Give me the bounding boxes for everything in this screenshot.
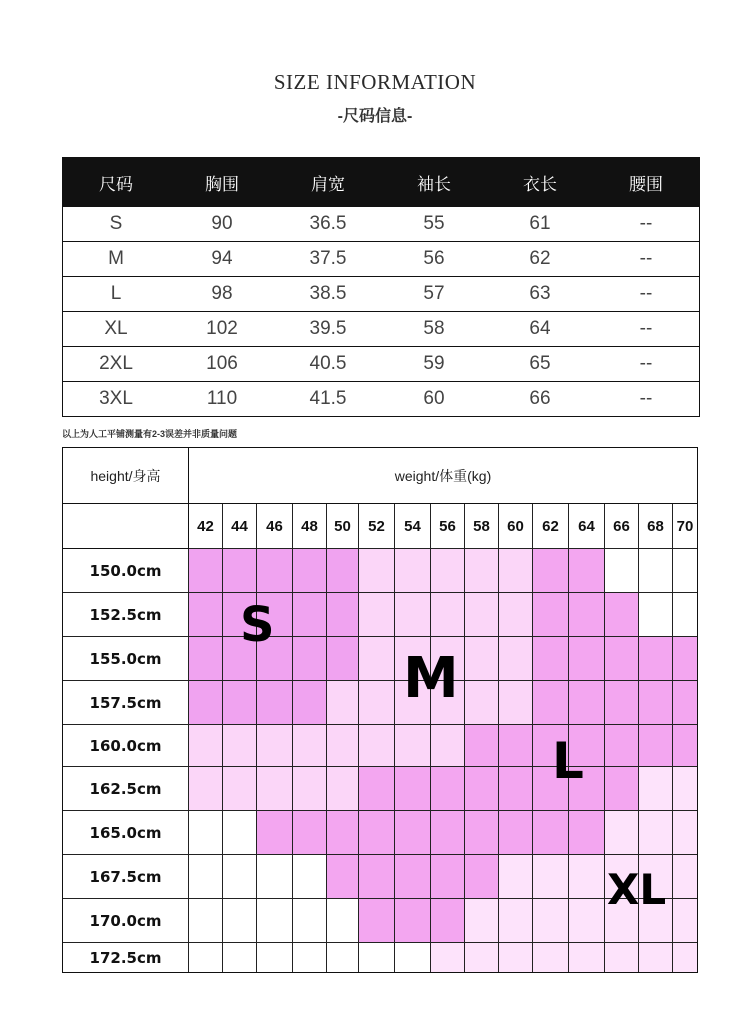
fit-cell (533, 943, 569, 972)
header-blank-cell (63, 504, 189, 549)
fit-cell (359, 811, 395, 855)
table-row (63, 381, 699, 416)
fit-cell (499, 549, 533, 593)
fit-cell (431, 943, 465, 972)
table-cell: -- (639, 283, 653, 304)
fit-cell (569, 637, 605, 681)
size-label-s: S (240, 597, 275, 653)
fit-cell (569, 681, 605, 725)
weight-column-label: 68 (639, 504, 673, 549)
size-table-column-header: 袖长 (417, 174, 451, 194)
fit-cell (639, 637, 673, 681)
fit-cell (359, 943, 395, 972)
fit-cell (569, 593, 605, 637)
fit-cell (499, 899, 533, 943)
table-cell: 63 (529, 283, 551, 304)
table-cell: 36.5 (309, 213, 347, 234)
table-cell: 102 (206, 318, 238, 339)
table-cell: 38.5 (309, 283, 347, 304)
fit-cell (395, 725, 431, 767)
fit-cell (569, 943, 605, 972)
fit-cell (465, 549, 499, 593)
fit-cell (465, 637, 499, 681)
fit-cell (465, 899, 499, 943)
height-row-label: 157.5cm (63, 681, 189, 725)
table-cell: 98 (211, 283, 233, 304)
table-cell: 55 (423, 213, 445, 234)
fit-cell (293, 681, 327, 725)
table-cell: 66 (529, 388, 551, 409)
table-cell: 62 (529, 248, 551, 269)
table-cell: 2XL (99, 353, 133, 374)
page-title: SIZE INFORMATION (273, 70, 477, 94)
fit-cell (223, 811, 257, 855)
fit-cell (189, 811, 223, 855)
fit-cell (569, 549, 605, 593)
weight-column-label: 50 (327, 504, 359, 549)
fit-cell (533, 549, 569, 593)
fit-cell (395, 943, 431, 972)
fit-cell (327, 943, 359, 972)
fit-cell (293, 767, 327, 811)
table-cell: 37.5 (309, 248, 347, 269)
table-cell: 39.5 (309, 318, 347, 339)
table-cell: 110 (206, 388, 238, 409)
fit-cell (395, 899, 431, 943)
weight-column-label: 70 (673, 504, 697, 549)
fit-cell (189, 549, 223, 593)
size-label-xl: XL (607, 865, 667, 914)
size-table-column-header: 衣长 (523, 174, 557, 194)
fit-cell (257, 943, 293, 972)
table-cell: 56 (423, 248, 445, 269)
fit-cell (431, 725, 465, 767)
fit-cell (293, 811, 327, 855)
fit-cell (359, 593, 395, 637)
table-cell: -- (639, 353, 653, 374)
size-table-column-header: 腰围 (629, 174, 663, 194)
fit-cell (639, 681, 673, 725)
fit-cell (673, 811, 697, 855)
fit-cell (499, 681, 533, 725)
fit-cell (189, 593, 223, 637)
weight-column-label: 64 (569, 504, 605, 549)
fit-cell (605, 943, 639, 972)
fit-cell (293, 593, 327, 637)
fit-cell (499, 855, 533, 899)
fit-cell (257, 899, 293, 943)
fit-cell (569, 855, 605, 899)
fit-cell (395, 549, 431, 593)
table-cell: -- (639, 213, 653, 234)
fit-cell (533, 637, 569, 681)
fit-cell (189, 767, 223, 811)
fit-cell (673, 855, 697, 899)
fit-cell (223, 725, 257, 767)
size-label-m: M (403, 646, 459, 711)
fit-cell (395, 811, 431, 855)
fit-cell (673, 725, 697, 767)
weight-column-label: 66 (605, 504, 639, 549)
fit-cell (293, 899, 327, 943)
table-cell: 90 (211, 213, 233, 234)
fit-cell (257, 811, 293, 855)
fit-cell (293, 637, 327, 681)
fit-cell (395, 855, 431, 899)
fit-cell (257, 767, 293, 811)
fit-cell (639, 549, 673, 593)
fit-cell (189, 681, 223, 725)
fit-cell (327, 811, 359, 855)
fit-cell (327, 855, 359, 899)
fit-cell (431, 593, 465, 637)
fit-cell (189, 855, 223, 899)
fit-cell (327, 725, 359, 767)
fit-cell (257, 549, 293, 593)
height-row-label: 162.5cm (63, 767, 189, 811)
weight-column-label: 46 (257, 504, 293, 549)
fit-cell (223, 899, 257, 943)
fit-cell (359, 899, 395, 943)
height-row-label: 167.5cm (63, 855, 189, 899)
fit-cell (327, 637, 359, 681)
fit-cell (189, 725, 223, 767)
fit-cell (499, 637, 533, 681)
table-cell: L (110, 283, 122, 304)
fit-cell (673, 549, 697, 593)
table-cell: -- (639, 388, 653, 409)
table-cell: 64 (529, 318, 551, 339)
fit-cell (189, 943, 223, 972)
weight-column-label: 62 (533, 504, 569, 549)
size-table (62, 157, 700, 417)
fit-cell (431, 855, 465, 899)
size-label-l: L (552, 732, 584, 790)
fit-cell (639, 943, 673, 972)
fit-cell (605, 681, 639, 725)
table-cell: -- (639, 318, 653, 339)
fit-cell (431, 767, 465, 811)
table-cell: 3XL (99, 388, 133, 409)
fit-cell (223, 943, 257, 972)
table-cell: 58 (423, 318, 445, 339)
fit-cell (189, 899, 223, 943)
fit-cell (605, 767, 639, 811)
fit-cell (465, 855, 499, 899)
fit-cell (327, 549, 359, 593)
table-cell: -- (639, 248, 653, 269)
table-cell: 41.5 (309, 388, 347, 409)
fit-cell (465, 943, 499, 972)
fit-cell (533, 593, 569, 637)
fit-cell (605, 549, 639, 593)
fit-cell (257, 681, 293, 725)
fit-cell (359, 767, 395, 811)
height-row-label: 170.0cm (63, 899, 189, 943)
fit-cell (327, 681, 359, 725)
height-row-label: 155.0cm (63, 637, 189, 681)
fit-cell (673, 681, 697, 725)
fit-cell (327, 899, 359, 943)
height-row-label: 165.0cm (63, 811, 189, 855)
fit-cell (431, 899, 465, 943)
weight-header: weight/体重(kg) (189, 448, 697, 504)
table-row (63, 346, 699, 381)
measurement-note: 以上为人工平铺测量有2-3误差并非质量问题 (62, 429, 238, 439)
weight-column-label: 54 (395, 504, 431, 549)
table-cell: 40.5 (309, 353, 347, 374)
fit-cell (327, 767, 359, 811)
table-cell: 59 (423, 353, 445, 374)
fit-cell (257, 855, 293, 899)
size-table-column-header: 胸围 (205, 174, 239, 194)
fit-cell (673, 637, 697, 681)
fit-cell (327, 593, 359, 637)
table-cell: XL (104, 318, 128, 339)
fit-cell (673, 943, 697, 972)
weight-column-label: 56 (431, 504, 465, 549)
fit-cell (499, 811, 533, 855)
table-row (63, 241, 699, 276)
fit-cell (293, 855, 327, 899)
weight-column-label: 42 (189, 504, 223, 549)
height-row-label: 150.0cm (63, 549, 189, 593)
fit-cell (673, 593, 697, 637)
fit-cell (533, 681, 569, 725)
fit-cell (465, 767, 499, 811)
fit-cell (465, 811, 499, 855)
weight-column-label: 60 (499, 504, 533, 549)
fit-cell (533, 855, 569, 899)
page-subtitle: -尺码信息- (337, 108, 413, 125)
size-table-header (63, 158, 699, 206)
weight-column-label: 44 (223, 504, 257, 549)
fit-cell (395, 593, 431, 637)
fit-cell (569, 899, 605, 943)
fit-cell (431, 811, 465, 855)
fit-cell (293, 549, 327, 593)
fit-cell (223, 767, 257, 811)
table-row (63, 276, 699, 311)
fit-cell (499, 725, 533, 767)
fit-cell (673, 767, 697, 811)
table-cell: 65 (529, 353, 551, 374)
fit-cell (465, 725, 499, 767)
fit-cell (465, 681, 499, 725)
table-cell: 94 (211, 248, 233, 269)
fit-cell (223, 681, 257, 725)
table-cell: M (108, 248, 124, 269)
table-cell: 57 (423, 283, 445, 304)
fit-cell (359, 637, 395, 681)
fit-cell (359, 725, 395, 767)
fit-cell (395, 767, 431, 811)
fit-cell (223, 549, 257, 593)
table-row (63, 206, 699, 241)
fit-cell (359, 681, 395, 725)
weight-column-label: 48 (293, 504, 327, 549)
fit-cell (359, 549, 395, 593)
height-row-label: 172.5cm (63, 943, 189, 972)
height-row-label: 152.5cm (63, 593, 189, 637)
fit-cell (499, 767, 533, 811)
fit-cell (639, 811, 673, 855)
fit-cell (533, 811, 569, 855)
fit-cell (189, 637, 223, 681)
fit-cell (293, 725, 327, 767)
fit-cell (465, 593, 499, 637)
size-table-column-header: 肩宽 (311, 174, 345, 194)
fit-cell (431, 549, 465, 593)
size-table-column-header: 尺码 (99, 174, 133, 194)
fit-cell (499, 593, 533, 637)
fit-cell (605, 725, 639, 767)
table-cell: 106 (206, 353, 238, 374)
fit-cell (605, 811, 639, 855)
weight-column-label: 52 (359, 504, 395, 549)
table-row (63, 311, 699, 346)
fit-cell (639, 725, 673, 767)
height-weight-chart (62, 447, 698, 973)
weight-column-label: 58 (465, 504, 499, 549)
fit-cell (533, 899, 569, 943)
fit-cell (359, 855, 395, 899)
fit-cell (293, 943, 327, 972)
height-header: height/身高 (63, 448, 189, 504)
table-cell: S (109, 213, 123, 234)
fit-cell (257, 725, 293, 767)
fit-cell (223, 855, 257, 899)
table-cell: 60 (423, 388, 445, 409)
table-cell: 61 (529, 213, 551, 234)
fit-cell (605, 593, 639, 637)
fit-cell (499, 943, 533, 972)
fit-cell (569, 811, 605, 855)
fit-cell (639, 593, 673, 637)
fit-cell (639, 767, 673, 811)
height-row-label: 160.0cm (63, 725, 189, 767)
fit-cell (673, 899, 697, 943)
fit-cell (605, 637, 639, 681)
